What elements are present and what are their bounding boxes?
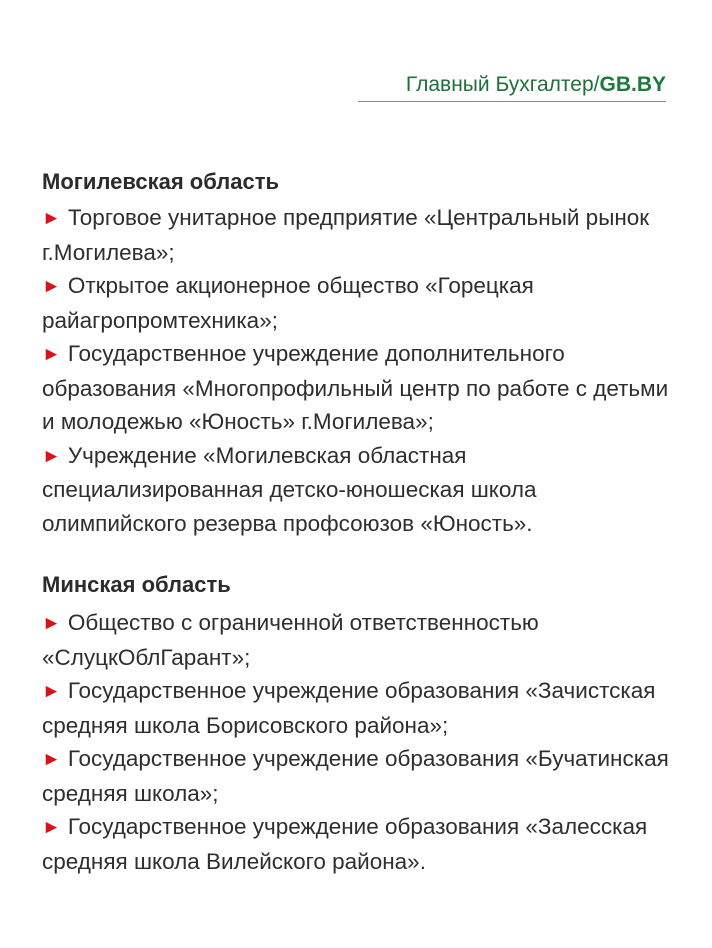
list-item [42,674,682,742]
triangle-bullet-icon: ► [42,749,61,770]
list-item [42,337,682,439]
header-logo-text [406,73,666,96]
list-item-text: Государственное учреждение образования «Зачистская средняя школа Борисовского района»; [42,678,656,738]
list-item [42,439,682,541]
header-brand: GB.BY [599,73,666,96]
section-title: Могилевская область [42,169,280,194]
list-item [42,742,682,810]
triangle-bullet-icon: ► [42,208,61,229]
triangle-bullet-icon: ► [42,344,61,365]
list-item-text: Учреждение «Могилевская областная специализированная детско-юношеская школа олимпийского резерва профсоюзов «Юность». [42,442,537,536]
triangle-bullet-icon: ► [42,276,61,297]
list-item-text: Открытое акционерное общество «Горецкая райагропромтехника»; [42,273,534,333]
triangle-bullet-icon: ► [42,681,61,702]
triangle-bullet-icon: ► [42,613,61,634]
list-item [42,810,682,878]
section-mogilev-region [42,167,682,540]
list-item-text: Общество с ограниченной ответственностью «СлуцкОблГарант»; [42,610,539,670]
list-item-text: Государственное учреждение образования «Бучатинская средняя школа»; [42,746,669,806]
list-item-text: Государственное учреждение образования «Залесская средняя школа Вилейского района». [42,814,648,874]
header-prefix: Главный Бухгалтер/ [405,73,600,96]
list-item-text: Торговое унитарное предприятие «Центральный рынок г.Могилева»; [42,205,650,265]
list-item [42,606,682,674]
section-title: Минская область [42,572,231,597]
triangle-bullet-icon: ► [42,445,61,467]
list-item [42,269,682,337]
section-minsk-region [42,570,682,878]
triangle-bullet-icon: ► [42,817,61,838]
site-header [358,70,666,102]
list-item-text: Государственное учреждение дополнительного образования «Многопрофильный центр по работе с детьми и молодежью «Юность» г.Могилева»; [42,341,669,434]
list-item [42,201,682,269]
